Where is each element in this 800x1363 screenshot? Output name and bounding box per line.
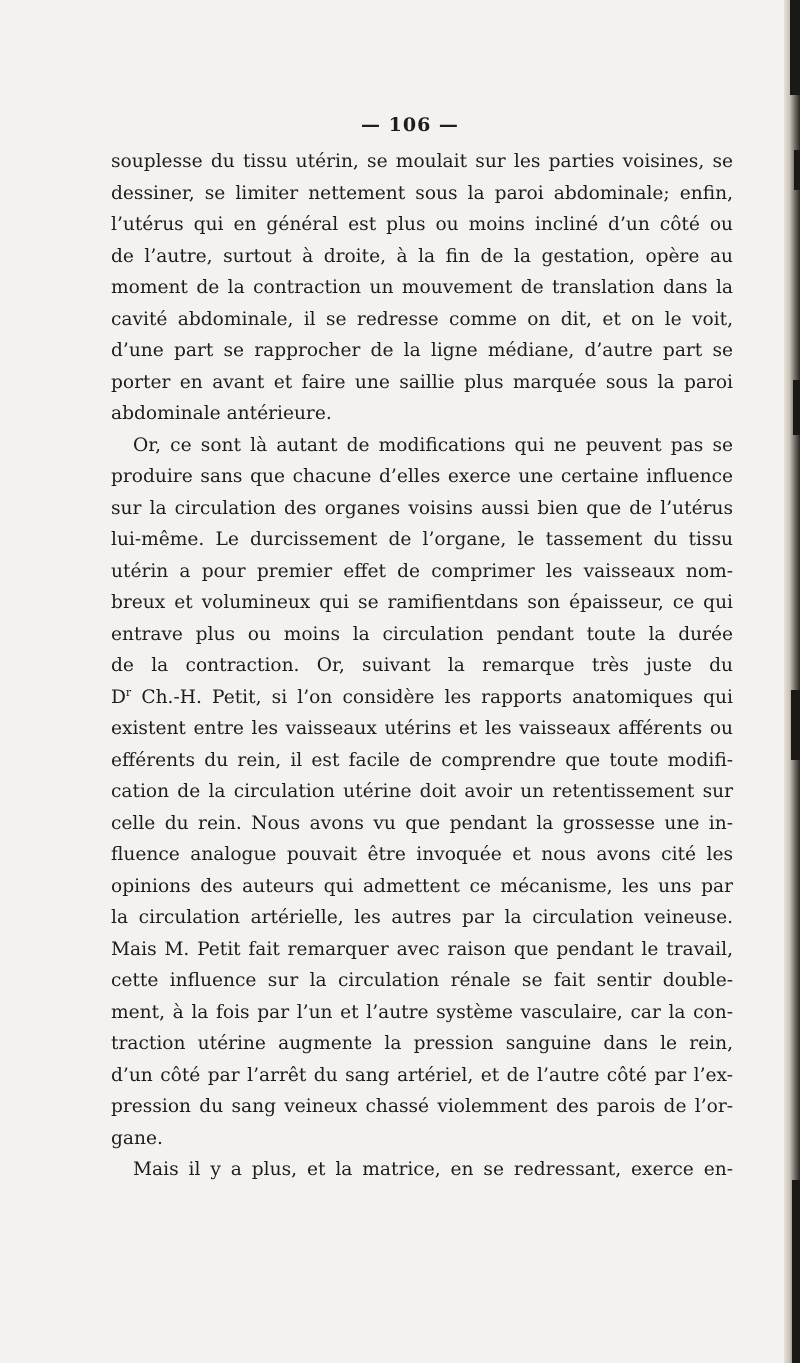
page-edge-mark [794, 150, 800, 190]
text-line: d’un côté par l’arrêt du sang artériel, et de l’autre côté par l’ex- [111, 1064, 733, 1086]
text-line: fluence analogue pouvait être invoquée et nous avons cité les [111, 844, 733, 865]
text-line: ment, à la fois par l’un et l’autre système vasculaire, car la con- [111, 1001, 733, 1023]
text-line: opinions des auteurs qui admettent ce mécanisme, les uns par [111, 875, 733, 897]
page-edge-mark [790, 0, 800, 95]
text-line: lui-même. Le durcissement de l’organe, le tassement du tissu [111, 529, 733, 550]
text-line: de l’autre, surtout à droite, à la fin de la gestation, opère au [111, 245, 733, 267]
text-line: la circulation artérielle, les autres par la circulation veineuse. [111, 907, 733, 928]
page-edge-shadow [784, 0, 800, 1363]
text-line: dessiner, se limiter nettement sous la paroi abdominale; enfin, [111, 182, 733, 204]
doctor-abbrev: $D^r$ [111, 685, 132, 708]
text-line: existent entre les vaisseaux utérins et les vaisseaux afférents ou [111, 718, 733, 739]
text-line: cette influence sur la circulation rénale se fait sentir double- [111, 970, 733, 991]
page-edge-mark [791, 690, 800, 760]
text-line: cavité abdominale, il se redresse comme on dit, et on le voit, [111, 308, 733, 330]
text-line: celle du rein. Nous avons vu que pendant la grossesse une in- [111, 812, 733, 834]
text-line: cation de la circulation utérine doit avoir un retentissement sur [111, 781, 733, 802]
text-line: d’une part se rapprocher de la ligne médiane, d’autre part se [111, 340, 733, 361]
text-line: moment de la contraction un mouvement de translation dans la [111, 277, 733, 298]
text-line: abdominale antérieure. [111, 403, 332, 424]
text-line: produire sans que chacune d’elles exerce une certaine influence [111, 466, 733, 487]
text-line-doctor: $D^r$ Ch.-H. Petit, si l’on considère les rapports anatomiques qui [111, 685, 733, 708]
text-line: de la contraction. Or, suivant la remarque très juste du [111, 655, 733, 676]
text-line: gane. [111, 1127, 163, 1149]
text-line: souplesse du tissu utérin, se moulait sur les parties voisines, se [111, 151, 733, 172]
text-line: utérin a pour premier effet de comprimer les vaisseaux nom- [111, 560, 733, 582]
text-line: pression du sang veineux chassé violemment des parois de l’or- [111, 1096, 733, 1117]
body-text [111, 146, 733, 1186]
text-line: l’utérus qui en général est plus ou moins incliné d’un côté ou [111, 214, 733, 235]
text-line: entrave plus ou moins la circulation pendant toute la durée [111, 623, 733, 645]
text-line: traction utérine augmente la pression sanguine dans le rein, [111, 1033, 733, 1054]
text-line: efférents du rein, il est facile de comprendre que toute modifi- [111, 749, 733, 771]
page-edge-mark [792, 1180, 800, 1363]
text-line: Or, ce sont là autant de modifications qui ne peuvent pas se [133, 434, 733, 456]
text-line: breux et volumineux qui se ramifientdans son épaisseur, ce qui [111, 592, 733, 613]
page-number: — 106 — [361, 114, 459, 136]
text-line: Mais il y a plus, et la matrice, en se redressant, exerce en- [133, 1159, 733, 1180]
text-line: sur la circulation des organes voisins aussi bien que de l’utérus [111, 497, 733, 519]
text-line: Mais M. Petit fait remarquer avec raison que pendant le travail, [111, 938, 733, 960]
text-line: porter en avant et faire une saillie plus marquée sous la paroi [111, 371, 733, 393]
page-edge-mark [793, 380, 800, 435]
